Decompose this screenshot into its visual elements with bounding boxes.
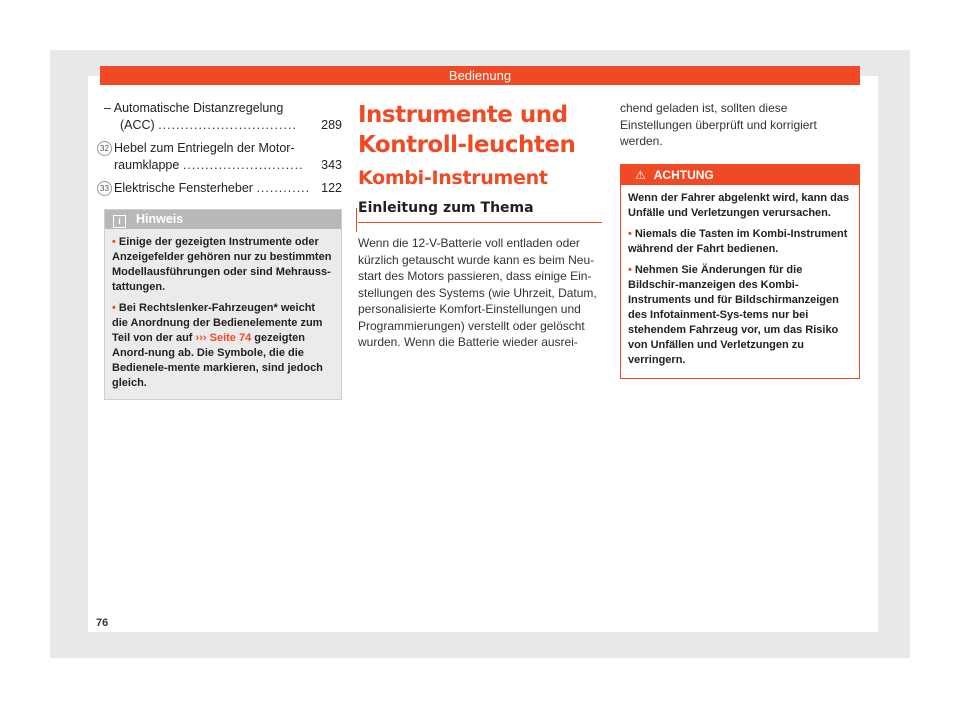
note-header	[105, 210, 341, 229]
topic-heading-wrap	[358, 200, 602, 223]
link-arrow: ›››	[195, 332, 207, 344]
note-paragraph	[112, 235, 334, 295]
warning-header	[621, 165, 859, 185]
toc-entry[interactable]	[100, 140, 342, 174]
toc-dots: ...............................	[158, 118, 297, 132]
bullet-icon: •	[112, 302, 116, 314]
toc-entry-text2: Elektrische Fensterheber	[114, 181, 253, 195]
link-text: Seite 74	[209, 332, 252, 344]
toc-dots: ...........................	[182, 158, 304, 172]
toc-dots: ............	[256, 181, 311, 195]
toc-page-number: 343	[317, 157, 342, 174]
note-box	[104, 209, 342, 400]
body-paragraph-continued: chend geladen ist, sollten diese Einstellungen überprüft und korrigiert werden.	[620, 101, 817, 148]
note-title: Hinweis	[136, 212, 184, 226]
left-column	[100, 100, 342, 400]
toc-entry-text1: Hebel zum Entriegeln der Motor-	[114, 141, 295, 155]
warning-paragraph	[628, 227, 852, 257]
warning-title: ACHTUNG	[653, 167, 714, 182]
note-text: gezeigten Anord-nung ab. Die Symbole, die die Bedienele-mente markieren, sind jedoch gleich.	[112, 332, 323, 389]
note-text: Einige der gezeigten Instrumente oder Anzeigefelder gehören nur zu bestimmten Modellausführungen oder sind Mehrauss-tattungen.	[112, 236, 332, 293]
bullet-icon: •	[112, 236, 116, 248]
toc-entry[interactable]	[100, 180, 342, 197]
section-header: Bedienung	[100, 66, 860, 85]
figure-marker: 32	[97, 141, 112, 156]
body-paragraph: Wenn die 12-V-Batterie voll entladen oder kürzlich getauscht wurde kann es beim Neu-start des Motors passieren, dass einige Ein-stellungen des Systems (wie Uhrzeit, Datum, personalisierte Komfort-Einstellungen und Programmierungen) verstellt oder gelöscht wurden. Wenn die Batterie wieder ausrei-	[358, 236, 597, 349]
toc-entry-text2: raumklappe	[114, 158, 180, 172]
warning-triangle-icon: ⚠	[635, 167, 646, 182]
middle-column	[358, 100, 602, 351]
warning-paragraph: Wenn der Fahrer abgelenkt wird, kann das Unfälle und Verletzungen verursachen.	[628, 191, 850, 219]
toc-entry-text1: – Automatische Distanzregelung	[104, 101, 284, 115]
warning-box	[620, 164, 860, 379]
toc-entry[interactable]	[104, 100, 342, 134]
toc-page-number: 289	[317, 117, 342, 134]
bullet-icon: •	[628, 227, 632, 240]
info-icon: i	[113, 215, 126, 228]
toc-entry-text2: (ACC)	[120, 118, 155, 132]
heading-accent-bar	[356, 208, 357, 232]
note-paragraph	[112, 301, 334, 391]
chapter-title: Instrumente und Kontroll-leuchten	[358, 102, 576, 158]
section-title: Kombi-Instrument	[358, 167, 548, 189]
toc-page-number: 122	[317, 180, 342, 197]
note-text: Bei Rechtslenker-Fahrzeugen* weicht die Anordnung der Bedienelemente zum Teil von der auf	[112, 302, 323, 344]
page-number: 76	[96, 617, 109, 629]
topic-heading: Einleitung zum Thema	[358, 200, 602, 223]
right-column	[620, 100, 860, 379]
bullet-icon: •	[628, 263, 632, 276]
warning-paragraph	[628, 263, 852, 368]
warning-text: Nehmen Sie Änderungen für die Bildschir-manzeigen des Kombi-Instruments und für Bildschirmanzeigen des Infotainment-Sys-tems nur bei stehendem Fahrzeug vor, um das Risiko von Unfällen und Verletzungen zu verringern.	[628, 263, 839, 366]
page-link[interactable]	[196, 332, 252, 344]
figure-marker: 33	[97, 181, 112, 196]
warning-text: Niemals die Tasten im Kombi-Instrument während der Fahrt bedienen.	[628, 227, 848, 255]
